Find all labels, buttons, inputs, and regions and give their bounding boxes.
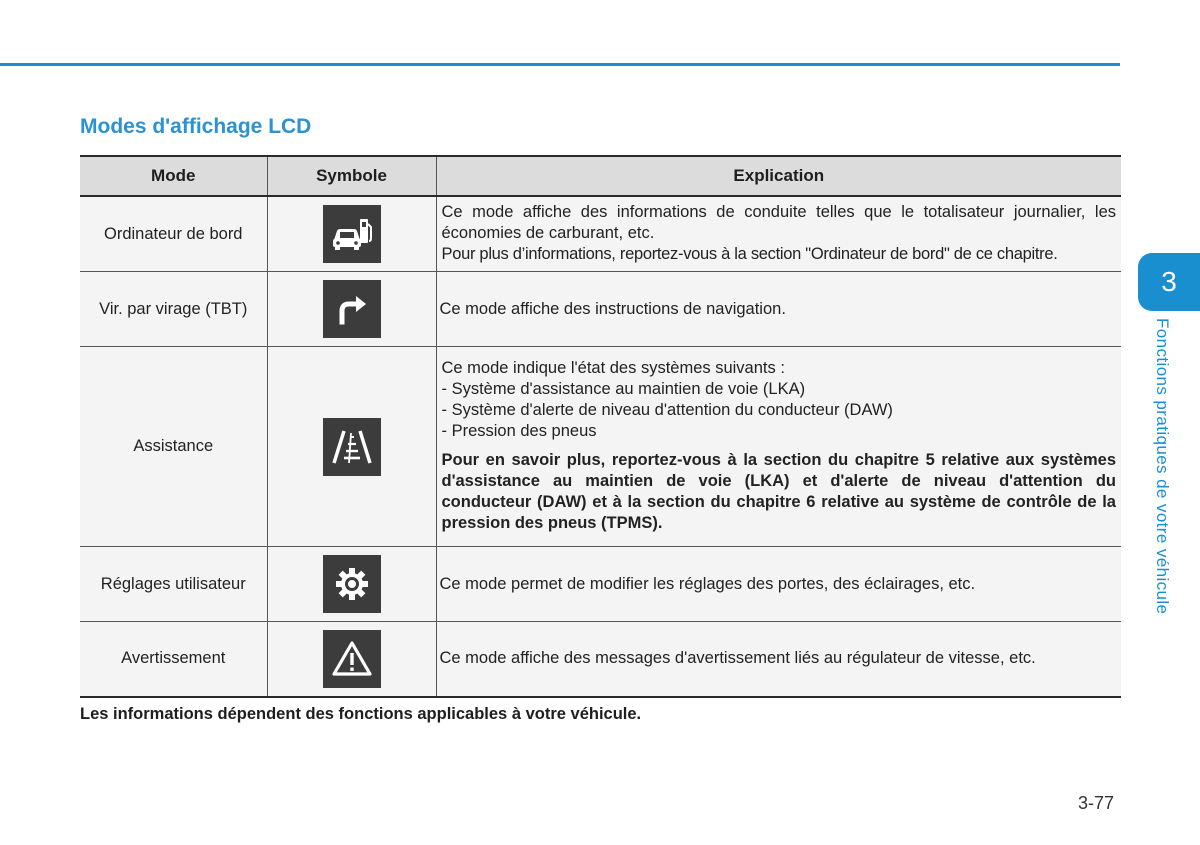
header-explanation: Explication bbox=[436, 156, 1121, 196]
table-row-assistance bbox=[80, 347, 1121, 547]
symbol-cell bbox=[267, 347, 436, 547]
table-row-trip-computer bbox=[80, 196, 1121, 272]
symbol-cell bbox=[267, 622, 436, 697]
explanation-text: - Système d'alerte de niveau d'attention du conducteur (DAW) bbox=[441, 401, 893, 419]
explanation-text: - Pression des pneus bbox=[441, 422, 597, 440]
symbol-cell bbox=[267, 547, 436, 622]
footnote: Les informations dépendent des fonctions applicables à votre véhicule. bbox=[80, 705, 642, 723]
table-row-turn-by-turn bbox=[80, 272, 1121, 347]
explanation-text: Ce mode indique l'état des systèmes suivants : bbox=[441, 359, 785, 377]
header-mode: Mode bbox=[80, 156, 267, 196]
mode-label: Ordinateur de bord bbox=[80, 196, 267, 272]
explanation-cell bbox=[436, 347, 1121, 547]
mode-label: Avertissement bbox=[80, 622, 267, 697]
explanation-note: Pour en savoir plus, reportez-vous à la section du chapitre 5 relative aux systèmes d'assistance au maintien de voie (LKA) et d'alerte de niveau d'attention du conducteur (DAW) et à la section du chapitre 6 relative au système de contrôle de la pression des pneus (TPMS). bbox=[441, 451, 1116, 532]
chapter-side-title: Fonctions pratiques de votre véhicule bbox=[1153, 318, 1172, 615]
turn-right-arrow-icon bbox=[323, 280, 381, 338]
table-row-user-settings bbox=[80, 547, 1121, 622]
header-symbol: Symbole bbox=[267, 156, 436, 196]
page-number: 3-77 bbox=[1078, 793, 1115, 813]
table-row-warning bbox=[80, 622, 1121, 697]
top-rule bbox=[0, 63, 1120, 66]
mode-label: Réglages utilisateur bbox=[80, 547, 267, 622]
symbol-cell bbox=[267, 272, 436, 347]
trip-computer-icon bbox=[323, 205, 381, 263]
mode-label: Assistance bbox=[80, 347, 267, 547]
lcd-modes-table bbox=[80, 155, 1121, 698]
explanation-text: Pour plus d’informations, reportez-vous à la section "Ordinateur de bord" de ce chapitre. bbox=[441, 245, 1058, 263]
table-header-row bbox=[80, 156, 1121, 196]
section-title: Modes d'affichage LCD bbox=[80, 115, 312, 138]
symbol-cell bbox=[267, 196, 436, 272]
explanation-cell bbox=[436, 196, 1121, 272]
lane-assist-icon bbox=[323, 418, 381, 476]
chapter-tab bbox=[1138, 253, 1200, 311]
explanation-text: - Système d'assistance au maintien de voie (LKA) bbox=[441, 380, 806, 398]
explanation-text: Ce mode affiche des instructions de navigation. bbox=[439, 299, 786, 318]
explanation-cell bbox=[436, 272, 1121, 347]
explanation-cell bbox=[436, 622, 1121, 697]
chapter-number: 3 bbox=[1161, 266, 1177, 297]
gear-icon bbox=[323, 555, 381, 613]
mode-label: Vir. par virage (TBT) bbox=[80, 272, 267, 347]
explanation-cell bbox=[436, 547, 1121, 622]
explanation-text: Ce mode affiche des messages d'avertissement liés au régulateur de vitesse, etc. bbox=[439, 649, 1036, 668]
explanation-text: Ce mode permet de modifier les réglages des portes, des éclairages, etc. bbox=[439, 574, 976, 593]
warning-triangle-icon bbox=[323, 630, 381, 688]
explanation-text: Ce mode affiche des informations de conduite telles que le totalisateur journalier, les économies de carburant, etc. bbox=[441, 203, 1116, 242]
